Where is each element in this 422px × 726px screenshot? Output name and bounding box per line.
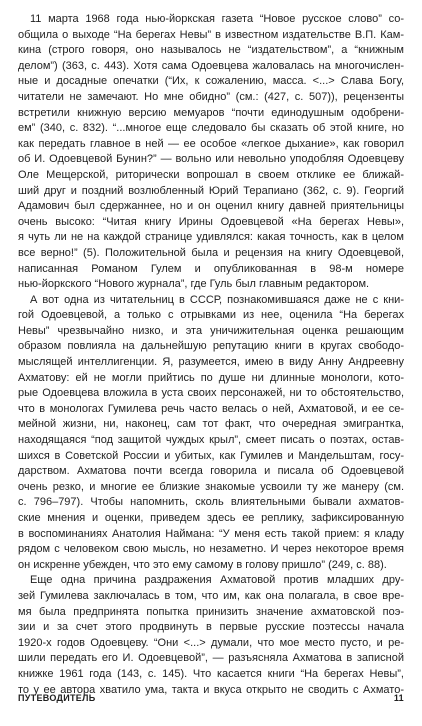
text-line: я чуть ли не на каждой странице удивлялся: какая точность, как в целом bbox=[18, 231, 404, 244]
text-line: Ахматову: ей не могли прийтись по душе ни длинные монологи, кото- bbox=[18, 371, 404, 384]
text-line: все верно!” (5). Положительной была и рецензия на книгу Одоевцевой, bbox=[18, 246, 404, 259]
text-line: ший друг и поздний возлюбленный Юрий Терапиано (362, с. 9). Георгий bbox=[18, 184, 404, 197]
text-line: Адамович был сдержаннее, но и он оценил книгу давней приятельницы bbox=[18, 200, 404, 213]
text-line: образом повлияла на дальнейшую репутацию книги в кругах свободо- bbox=[18, 340, 404, 353]
text-line: шихся в Советской России и убитых, как Гумилев и Мандельштам, госу- bbox=[18, 449, 404, 462]
text-line: книжке 1961 года (143, с. 145). Что касается книги “На берегах Невы”, bbox=[18, 667, 404, 680]
text-line: ские мнения и оценки, приведем здесь ее реплику, зафиксированную bbox=[18, 512, 404, 524]
text-line: в воспоминаниях Анатолия Наймана: “У меня есть такой прием: я кладу bbox=[18, 527, 404, 540]
text-line: ные и досадные опечатки (“Их, к сожалению, масса. <...> Слава Богу, bbox=[18, 75, 404, 88]
text-line: ем” (340, с. 832). “...многое еще следовало бы сказать об этой книге, но bbox=[18, 122, 404, 135]
text-line: мя была предпринята попытка принизить значение ахматовской поэ- bbox=[18, 605, 404, 618]
text-line: рядом с человеком свою мысль, но незаметно. И через некоторое время bbox=[18, 543, 404, 556]
text-line: общила о выходе “На берегах Невы” в известном издательстве В.П. Кам- bbox=[18, 28, 404, 41]
text-line: очень резко, и многие ее близкие знакомые усвоили ту же манеру (см. bbox=[18, 480, 404, 493]
page-number: 11 bbox=[393, 693, 404, 703]
text-line: делом”) (363, с. 443). Хотя сама Одоевцева жаловалась на многочислен- bbox=[18, 59, 404, 72]
text-line: нью-йоркского “Нового журнала”, где Гуль был главным редактором. bbox=[18, 278, 370, 291]
text-line: встретили книжную версию мемуаров “почти единодушным одобрени- bbox=[18, 106, 404, 119]
text-line: 11 марта 1968 года нью-йоркская газета “Новое русское слово” со- bbox=[30, 13, 404, 25]
text-line: мыслящей интеллигенции. Я, разумеется, имею в виду Анну Андреевну bbox=[18, 356, 404, 369]
text-line: зии и за счет этого продвинуть в первые русские поэтессы начала bbox=[18, 621, 404, 634]
text-line: дарством. Ахматова почти всегда говорила и писала об Одоевцевой bbox=[18, 465, 404, 478]
text-line: Еще одна причина раздражения Ахматовой против младших дру- bbox=[30, 574, 404, 587]
text-line: 1920-х годов Одоевцеву. “Они <...> думали, что мое место пусто, и ре- bbox=[18, 636, 404, 649]
text-line: Оле Мещерской, риторически вопрошал в своем отклике ее ближай- bbox=[18, 168, 404, 181]
text-line: то у ее автора хватило ума, такта и вкуса открыто не сводить с Ахмато- bbox=[18, 683, 404, 696]
text-line: читатели не замечают. Но мне обидно” (см.: (427, с. 507)), рецензенты bbox=[18, 90, 404, 103]
text-line: рые Одоевцева вложила в уста своих персонажей, ни то обстоятельство, bbox=[18, 387, 404, 400]
text-line: написанная Романом Гулем и опубликованная в 98-м номере bbox=[18, 262, 404, 275]
text-line: шили передать его И. Одоевцевой”, — разъясняла Ахматова в записной bbox=[18, 652, 404, 665]
page-footer bbox=[18, 693, 404, 709]
text-line: очень высоко: “Читая книгу Ирины Одоевцевой «На берегах Невы», bbox=[18, 215, 404, 228]
text-line: как передать главное в ней — ее особое «легкое дыхание», как говорил bbox=[18, 137, 404, 150]
text-line: гой Одоевцевой, а только с отрывками из нее, оценила “На берегах bbox=[18, 309, 404, 322]
text-line: мейной жизни, ни, наконец, сам тот факт, что очередная эмигрантка, bbox=[18, 418, 404, 431]
text-line: он искренне убежден, что это ему самому в голову пришло” (249, с. 88). bbox=[18, 558, 387, 571]
text-line: А вот одна из читательниц в СССР, познакомившаяся даже не с кни- bbox=[30, 293, 404, 306]
text-line: об И. Одоевцевой Бунин?” — вольно или невольно уподобляя Одоевцеву bbox=[18, 153, 404, 166]
text-line: с. 796–797). Чтобы напомнить, сколь влиятельными бывали ахматов- bbox=[18, 496, 404, 509]
text-line: зей Гумилева заключалась в том, что им, как она полагала, в свое вре- bbox=[18, 589, 404, 602]
running-footer-section: ПУТЕВОДИТЕЛЬ bbox=[18, 693, 96, 703]
text-line: находящаяся “под защитой чуждых крыл”, смеет писать о поэтах, остав- bbox=[18, 434, 404, 447]
text-line: что в монологах Гумилева речь часто велась о ней, Ахматовой, и ее се- bbox=[18, 402, 404, 415]
text-line: кина (строго говоря, оно называлось не “издательством”, а “книжным bbox=[18, 44, 404, 57]
body-text bbox=[18, 12, 404, 698]
text-line: Невы” чрезвычайно низко, и эта уничижительная оценка решающим bbox=[18, 324, 404, 337]
